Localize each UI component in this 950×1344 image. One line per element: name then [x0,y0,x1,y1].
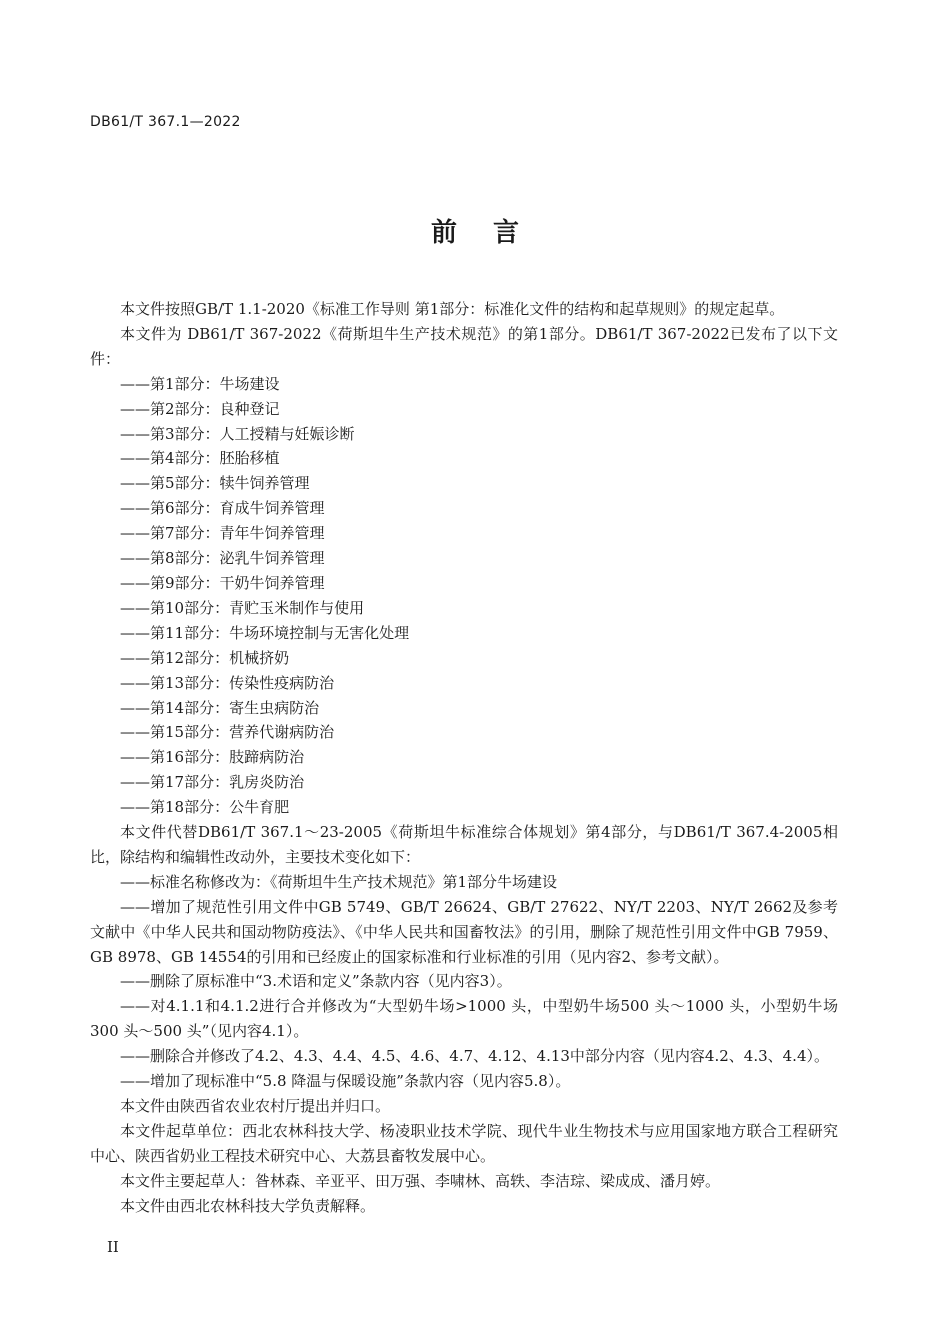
change-item: ——增加了规范性引用文件中GB 5749、GB/T 26624、GB/T 27622、NY/T 2203、NY/T 2662及参考文献中《中华人民共和国动物防疫法》、《中华人民共和国畜牧法》的引用，删除了规范性引用文件中GB 7959、GB 8978、GB 14554的引用和已经废止的国家标准和行业标准的引用（见内容2、参考文献）。 [90,897,838,966]
change-item: ——增加了现标准中“5.8 降温与保暖设施”条款内容（见内容5.8）。 [120,1072,571,1091]
paragraph: 本文件由西北农林科技大学负责解释。 [120,1196,376,1215]
list-item: ——第14部分：寄生虫病防治 [120,698,320,717]
change-item: ——删除了原标准中“3.术语和定义”条款内容（见内容3）。 [120,972,512,991]
change-item: ——对4.1.1和4.1.2进行合并修改为“大型奶牛场>1000 头，中型奶牛场500 头～1000 头，小型奶牛场300 头～500 头”（见内容4.1）。 [90,997,838,1041]
change-item: ——删除合并修改了4.2、4.3、4.4、4.5、4.6、4.7、4.12、4.13中部分内容（见内容4.2、4.3、4.4）。 [120,1047,829,1066]
paragraph: 本文件为 DB61/T 367-2022《荷斯坦牛生产技术规范》的第1部分。DB61/T 367-2022已发布了以下文件： [90,324,838,368]
paragraph: 本文件按照GB/T 1.1-2020《标准工作导则 第1部分：标准化文件的结构和起草规则》的规定起草。 [120,300,785,318]
paragraph: 本文件起草单位：西北农林科技大学、杨凌职业技术学院、现代牛业生物技术与应用国家地方联合工程研究中心、陕西省奶业工程技术研究中心、大荔县畜牧发展中心。 [90,1121,838,1165]
paragraph: 本文件由陕西省农业农村厅提出并归口。 [120,1097,391,1115]
document-code: DB61/T 367.1—2022 [90,114,241,130]
list-item: ——第11部分：牛场环境控制与无害化处理 [120,623,410,642]
list-item: ——第3部分：人工授精与妊娠诊断 [120,424,355,443]
list-item: ——第13部分：传染性疫病防治 [120,673,335,692]
list-item: ——第8部分：泌乳牛饲养管理 [120,549,325,568]
list-item: ——第9部分：干奶牛饲养管理 [120,573,325,592]
list-item: ——第16部分：肢蹄病防治 [120,748,305,767]
foreword-body [90,297,838,1219]
page-number: II [107,1238,119,1256]
list-item: ——第18部分：公牛育肥 [120,798,290,817]
list-item: ——第6部分：育成牛饲养管理 [120,499,325,518]
list-item: ——第5部分：犊牛饲养管理 [120,474,310,493]
page-title: 前言 [430,218,555,248]
paragraph: 本文件代替DB61/T 367.1～23-2005《荷斯坦牛标准综合体规划》第4部分，与DB61/T 367.4-2005相比，除结构和编辑性改动外，主要技术变化如下： [90,823,838,866]
list-item: ——第2部分：良种登记 [120,399,280,418]
list-item: ——第15部分：营养代谢病防治 [120,723,335,742]
list-item: ——第7部分：青年牛饲养管理 [120,524,325,543]
list-item: ——第10部分：青贮玉米制作与使用 [120,598,365,617]
list-item: ——第17部分：乳房炎防治 [120,773,305,792]
paragraph: 本文件主要起草人：昝林森、辛亚平、田万强、李啸林、高轶、李洁琮、梁成成、潘月婷。 [120,1171,721,1190]
list-item: ——第12部分：机械挤奶 [120,648,290,667]
list-item: ——第1部分：牛场建设 [120,374,280,393]
list-item: ——第4部分：胚胎移植 [120,449,280,468]
change-item: ——标准名称修改为：《荷斯坦牛生产技术规范》第1部分牛场建设 [120,872,558,891]
